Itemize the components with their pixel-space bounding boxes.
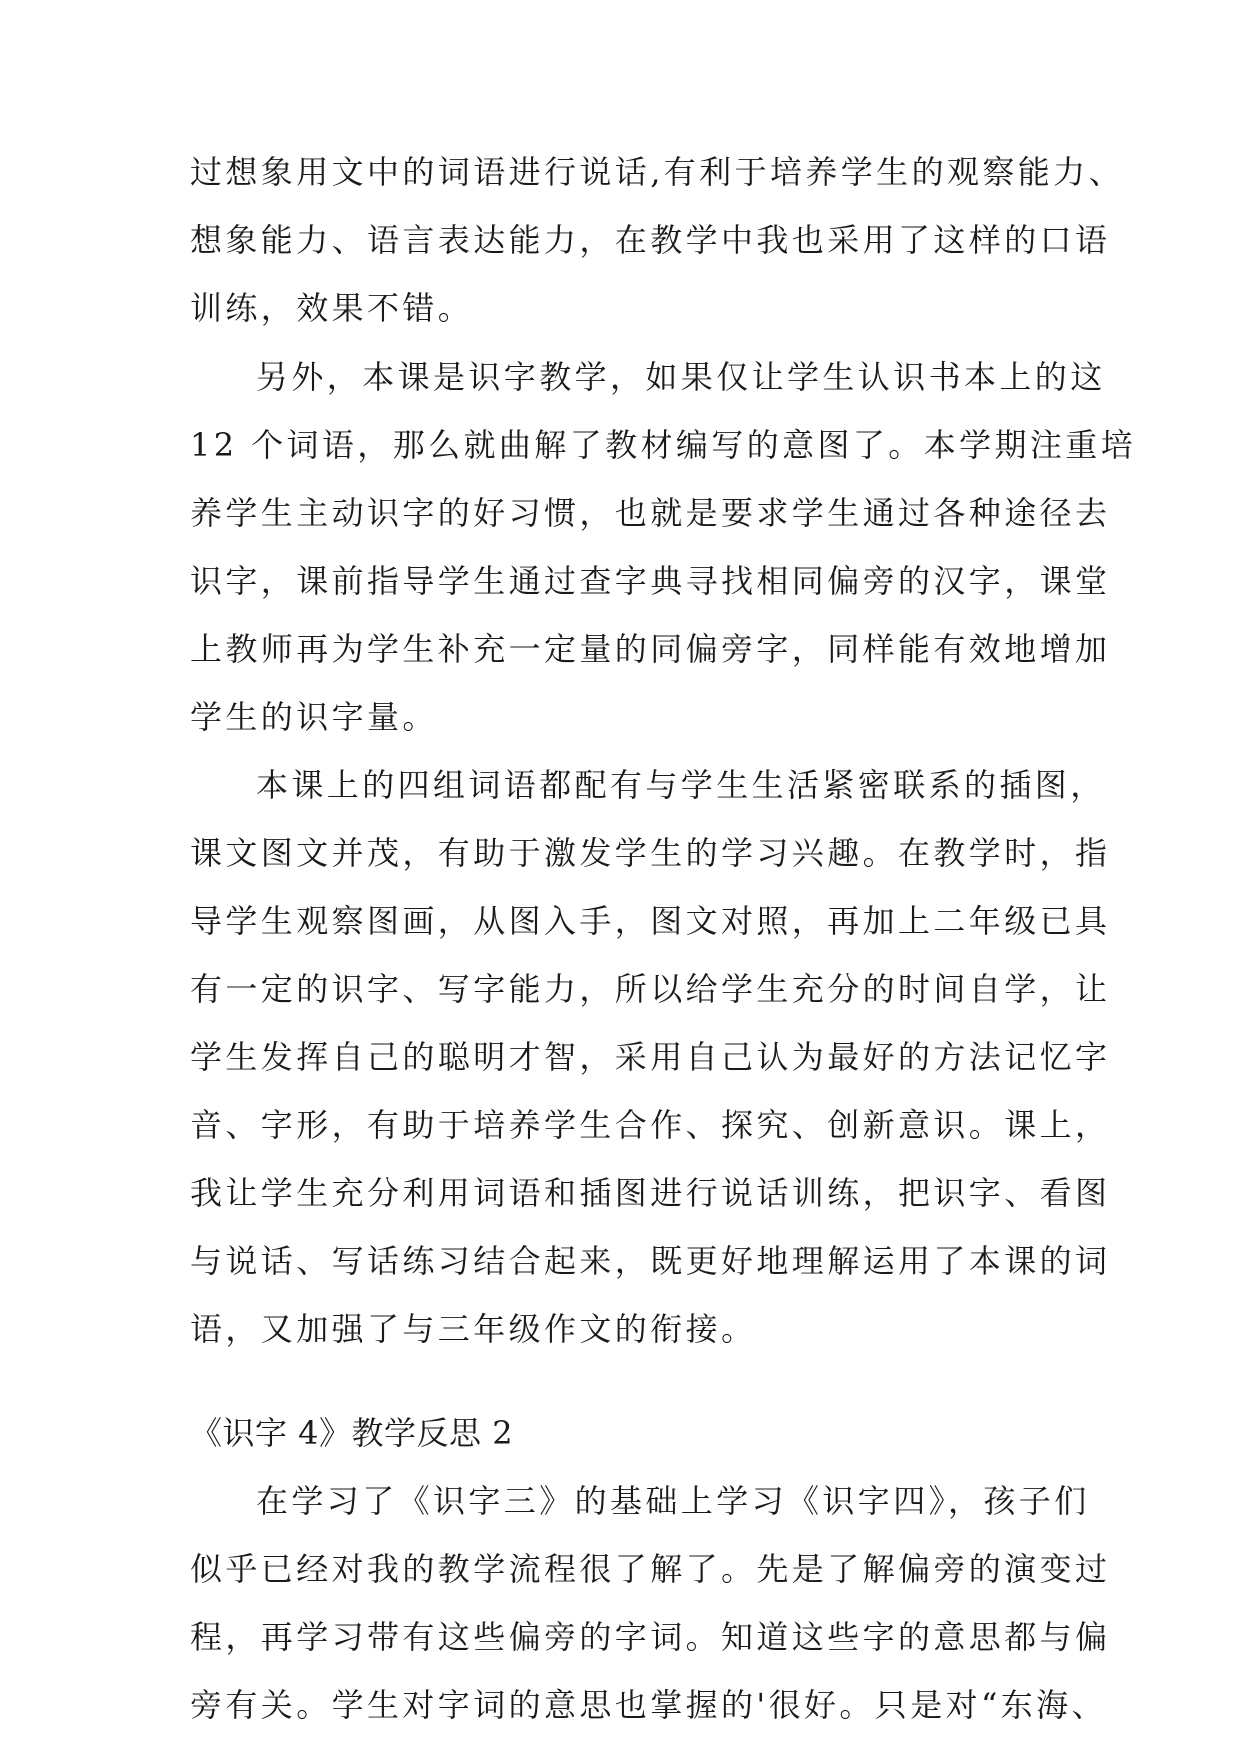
- text-line: 有一定的识字、写字能力，所以给学生充分的时间自学，让: [190, 970, 1111, 1008]
- section-title: 《识字 4》教学反思 2: [190, 1414, 514, 1452]
- text-line: 我让学生充分利用词语和插图进行说话训练，把识字、看图: [190, 1174, 1111, 1212]
- text-line: 似乎已经对我的教学流程很了解了。先是了解偏旁的演变过: [190, 1550, 1111, 1588]
- text-line: 上教师再为学生补充一定量的同偏旁字，同样能有效地增加: [190, 630, 1111, 668]
- text-line: 在学习了《识字三》的基础上学习《识字四》，孩子们: [256, 1482, 1090, 1520]
- text-line: 12 个词语，那么就曲解了教材编写的意图了。本学期注重培: [190, 426, 1137, 464]
- text-line: 音、字形，有助于培养学生合作、探究、创新意识。课上，: [190, 1106, 1111, 1144]
- text-line: 与说话、写话练习结合起来，既更好地理解运用了本课的词: [190, 1242, 1111, 1280]
- text-line: 学生的识字量。: [190, 698, 438, 736]
- text-line: 导学生观察图画，从图入手，图文对照，再加上二年级已具: [190, 902, 1111, 940]
- text-line: 课文图文并茂，有助于激发学生的学习兴趣。在教学时，指: [190, 834, 1111, 872]
- text-line: 本课上的四组词语都配有与学生生活紧密联系的插图，: [256, 766, 1106, 804]
- text-line: 程，再学习带有这些偏旁的字词。知道这些字的意思都与偏: [190, 1618, 1111, 1656]
- text-line: 识字，课前指导学生通过查字典寻找相同偏旁的汉字，课堂: [190, 562, 1111, 600]
- text-line: 学生发挥自己的聪明才智，采用自己认为最好的方法记忆字: [190, 1038, 1111, 1076]
- text-line: 过想象用文中的词语进行说话,有利于培养学生的观察能力、: [190, 153, 1124, 191]
- text-line: 另外，本课是识字教学，如果仅让学生认识书本上的这: [256, 358, 1106, 396]
- text-line: 旁有关。学生对字词的意思也掌握的'很好。只是对“东海、: [190, 1686, 1107, 1724]
- text-line: 养学生主动识字的好习惯，也就是要求学生通过各种途径去: [190, 494, 1111, 532]
- text-line: 想象能力、语言表达能力，在教学中我也采用了这样的口语: [190, 221, 1111, 259]
- text-line: 训练，效果不错。: [190, 289, 474, 327]
- text-line: 语，又加强了与三年级作文的衔接。: [190, 1310, 757, 1348]
